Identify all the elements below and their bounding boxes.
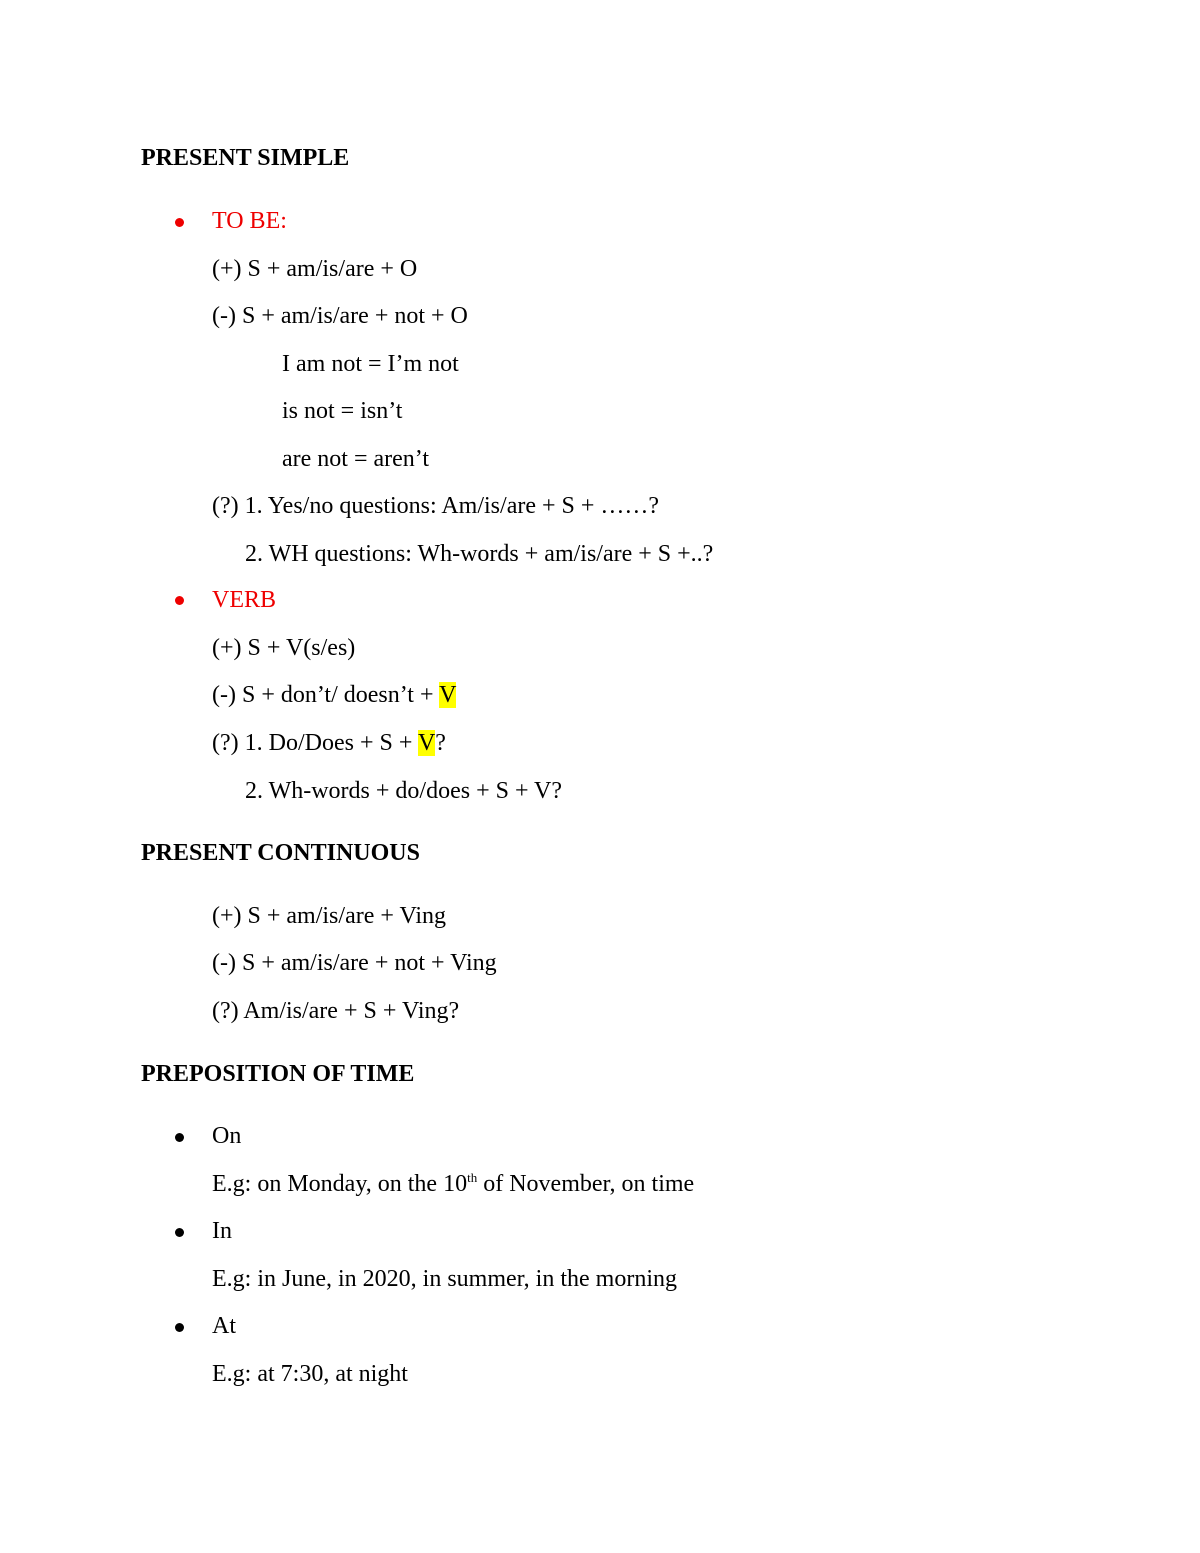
heading-present-continuous: PRESENT CONTINUOUS: [141, 840, 420, 866]
bullet-icon: [175, 1133, 184, 1142]
ordinal-suffix: th: [467, 1170, 478, 1185]
continuous-positive: (+) S + am/is/are + Ving: [212, 903, 447, 929]
to-be-question-2: 2. WH questions: Wh-words + am/is/are + S +..?: [245, 541, 714, 567]
to-be-negative: (-) S + am/is/are + not + O: [212, 303, 468, 329]
bullet-icon: [175, 1323, 184, 1332]
verb-positive: (+) S + V(s/es): [212, 635, 356, 661]
bullet-icon: [175, 218, 184, 227]
preposition-at: At: [212, 1313, 236, 1339]
preposition-on-example: [212, 1170, 694, 1198]
bullet-icon: [175, 1228, 184, 1237]
contraction-line: are not = aren’t: [282, 446, 430, 472]
continuous-question: (?) Am/is/are + S + Ving?: [212, 998, 460, 1024]
preposition-in: In: [212, 1218, 232, 1244]
contraction-line: is not = isn’t: [282, 398, 403, 424]
preposition-in-example: E.g: in June, in 2020, in summer, in the morning: [212, 1266, 677, 1292]
to-be-label: TO BE:: [212, 208, 287, 234]
verb-question-2: 2. Wh-words + do/does + S + V?: [245, 778, 563, 804]
preposition-on: On: [212, 1123, 242, 1149]
verb-question-1-text: (?) 1. Do/Does + S +: [212, 730, 418, 756]
verb-label: VERB: [212, 587, 277, 613]
example-text: of November, on time: [477, 1171, 695, 1197]
bullet-icon: [175, 596, 184, 605]
continuous-negative: (-) S + am/is/are + not + Ving: [212, 950, 497, 976]
preposition-at-example: E.g: at 7:30, at night: [212, 1361, 408, 1387]
contraction-line: I am not = I’m not: [282, 351, 459, 377]
heading-present-simple: PRESENT SIMPLE: [141, 145, 350, 171]
verb-negative-text: (-) S + don’t/ doesn’t +: [212, 682, 440, 708]
highlighted-verb: V: [439, 682, 457, 708]
highlighted-verb: V: [417, 730, 436, 756]
to-be-positive: (+) S + am/is/are + O: [212, 256, 418, 282]
question-mark: ?: [435, 730, 446, 756]
to-be-question-1: (?) 1. Yes/no questions: Am/is/are + S + ……?: [212, 493, 660, 519]
heading-preposition-of-time: PREPOSITION OF TIME: [141, 1061, 415, 1087]
verb-question-1: [212, 729, 446, 757]
example-text: E.g: on Monday, on the 10: [212, 1171, 468, 1197]
verb-negative: [212, 681, 456, 709]
